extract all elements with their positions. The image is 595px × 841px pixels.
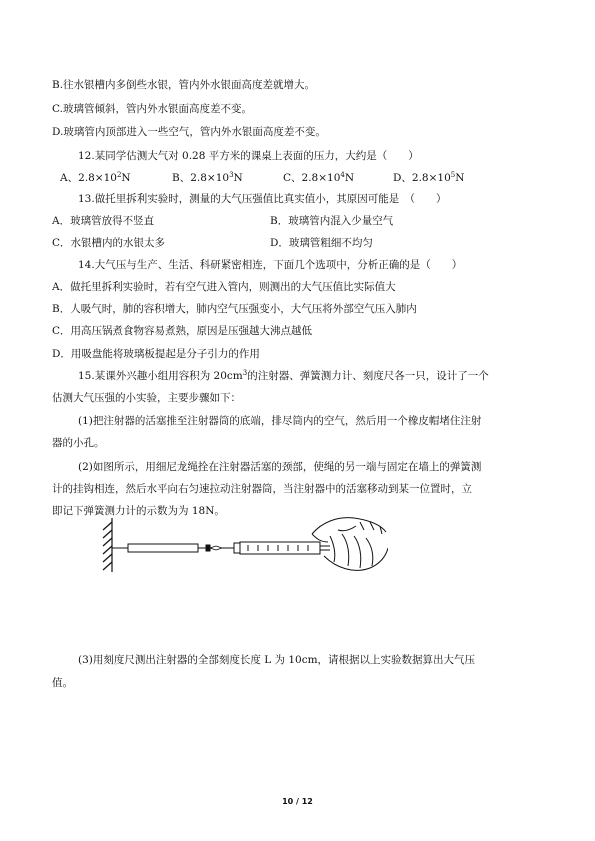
q12-option-c: C、$2.8\times 10^4N$ [283, 171, 355, 184]
q15-step2-line1: (2)如图所示，用细尼龙绳拴在注射器活塞的颈部，使绳的另一端与固定在墙上的弹簧测 [78, 461, 482, 473]
q13-stem: 13.做托里拆利实验时，测量的大气压强值比真实值小，其原因可能是 （ ） [78, 193, 447, 205]
q12-option-d: D、$2.8\times 10^5N$ [393, 171, 465, 184]
q14-option-a: A．做托里拆利实验时，若有空气进入管内，则测出的大气压值比实际值大 [52, 281, 396, 293]
q13-option-c: C．水银槽内的水银太多 [52, 237, 166, 249]
q15-stem-line1: 15.某课外兴趣小组用容积为 $20cm^3$的注射器、弹簧测力计、刻度尺各一只，设计了一个 [78, 369, 489, 382]
q13-option-a: A．玻璃管放得不竖直 [52, 215, 155, 227]
q15-step1-line1: (1)把注射器的活塞推至注射器筒的底端，排尽筒内的空气，然后用一个橡皮帽堵住注射 [78, 415, 482, 427]
q14-option-b: B．人吸气时，肺的容积增大，肺内空气压强变小，大气压将外部空气压入肺内 [52, 303, 417, 315]
q15-stem-line2: 估测大气压强的小实验，主要步骤如下： [52, 392, 241, 404]
hand-illustration [312, 518, 388, 571]
q14-option-d: D．用吸盘能将玻璃板提起是分子引力的作用 [52, 348, 260, 360]
q13-option-d: D．玻璃管粗细不均匀 [270, 237, 373, 249]
q14-option-c: C．用高压锅煮食物容易煮熟，原因是压强越大沸点越低 [52, 325, 313, 337]
q14-stem: 14.大气压与生产、生活、科研紧密相连，下面几个选项中，分析正确的是（ ） [78, 259, 463, 271]
q12-stem: 12.某同学估测大气对 0.28 平方米的课桌上表面的压力，大约是（ ） [78, 150, 419, 162]
option-d-line: D.玻璃管内顶部进入一些空气，管内外水银面高度差不变。 [52, 126, 326, 138]
page-number: 10 / 12 [282, 797, 313, 806]
option-b-line: B.往水银槽内多倒些水银，管内外水银面高度差就增大。 [52, 79, 316, 91]
q15-step3-line2: 值。 [52, 677, 73, 689]
q15-step2-line2: 计的挂钩相连，然后水平向右匀速拉动注射器筒，当注射器中的活塞移动到某一位置时，立 [52, 483, 472, 495]
syringe-experiment-figure [98, 510, 388, 580]
syringe [222, 542, 330, 554]
q15-step3-line1: (3)用刻度尺测出注射器的全部刻度长度 L 为 10cm，请根据以上实验数据算出大气压 [78, 654, 476, 666]
nylon-string [210, 546, 222, 550]
q12-option-a: A、$2.8\times 10^2N$ [60, 171, 131, 184]
wall [103, 518, 112, 572]
q12-option-b: B、$2.8\times 10^3N$ [172, 171, 243, 184]
q13-option-b: B．玻璃管内混入少量空气 [270, 215, 394, 227]
q15-step1-line2: 器的小孔。 [52, 437, 105, 449]
q15-step2-line3: 即记下弹簧测力计的示数为为 18N。 [52, 505, 225, 517]
option-c-line: C.玻璃管倾斜，管内外水银面高度差不变。 [52, 103, 252, 115]
spring-scale [112, 544, 210, 552]
